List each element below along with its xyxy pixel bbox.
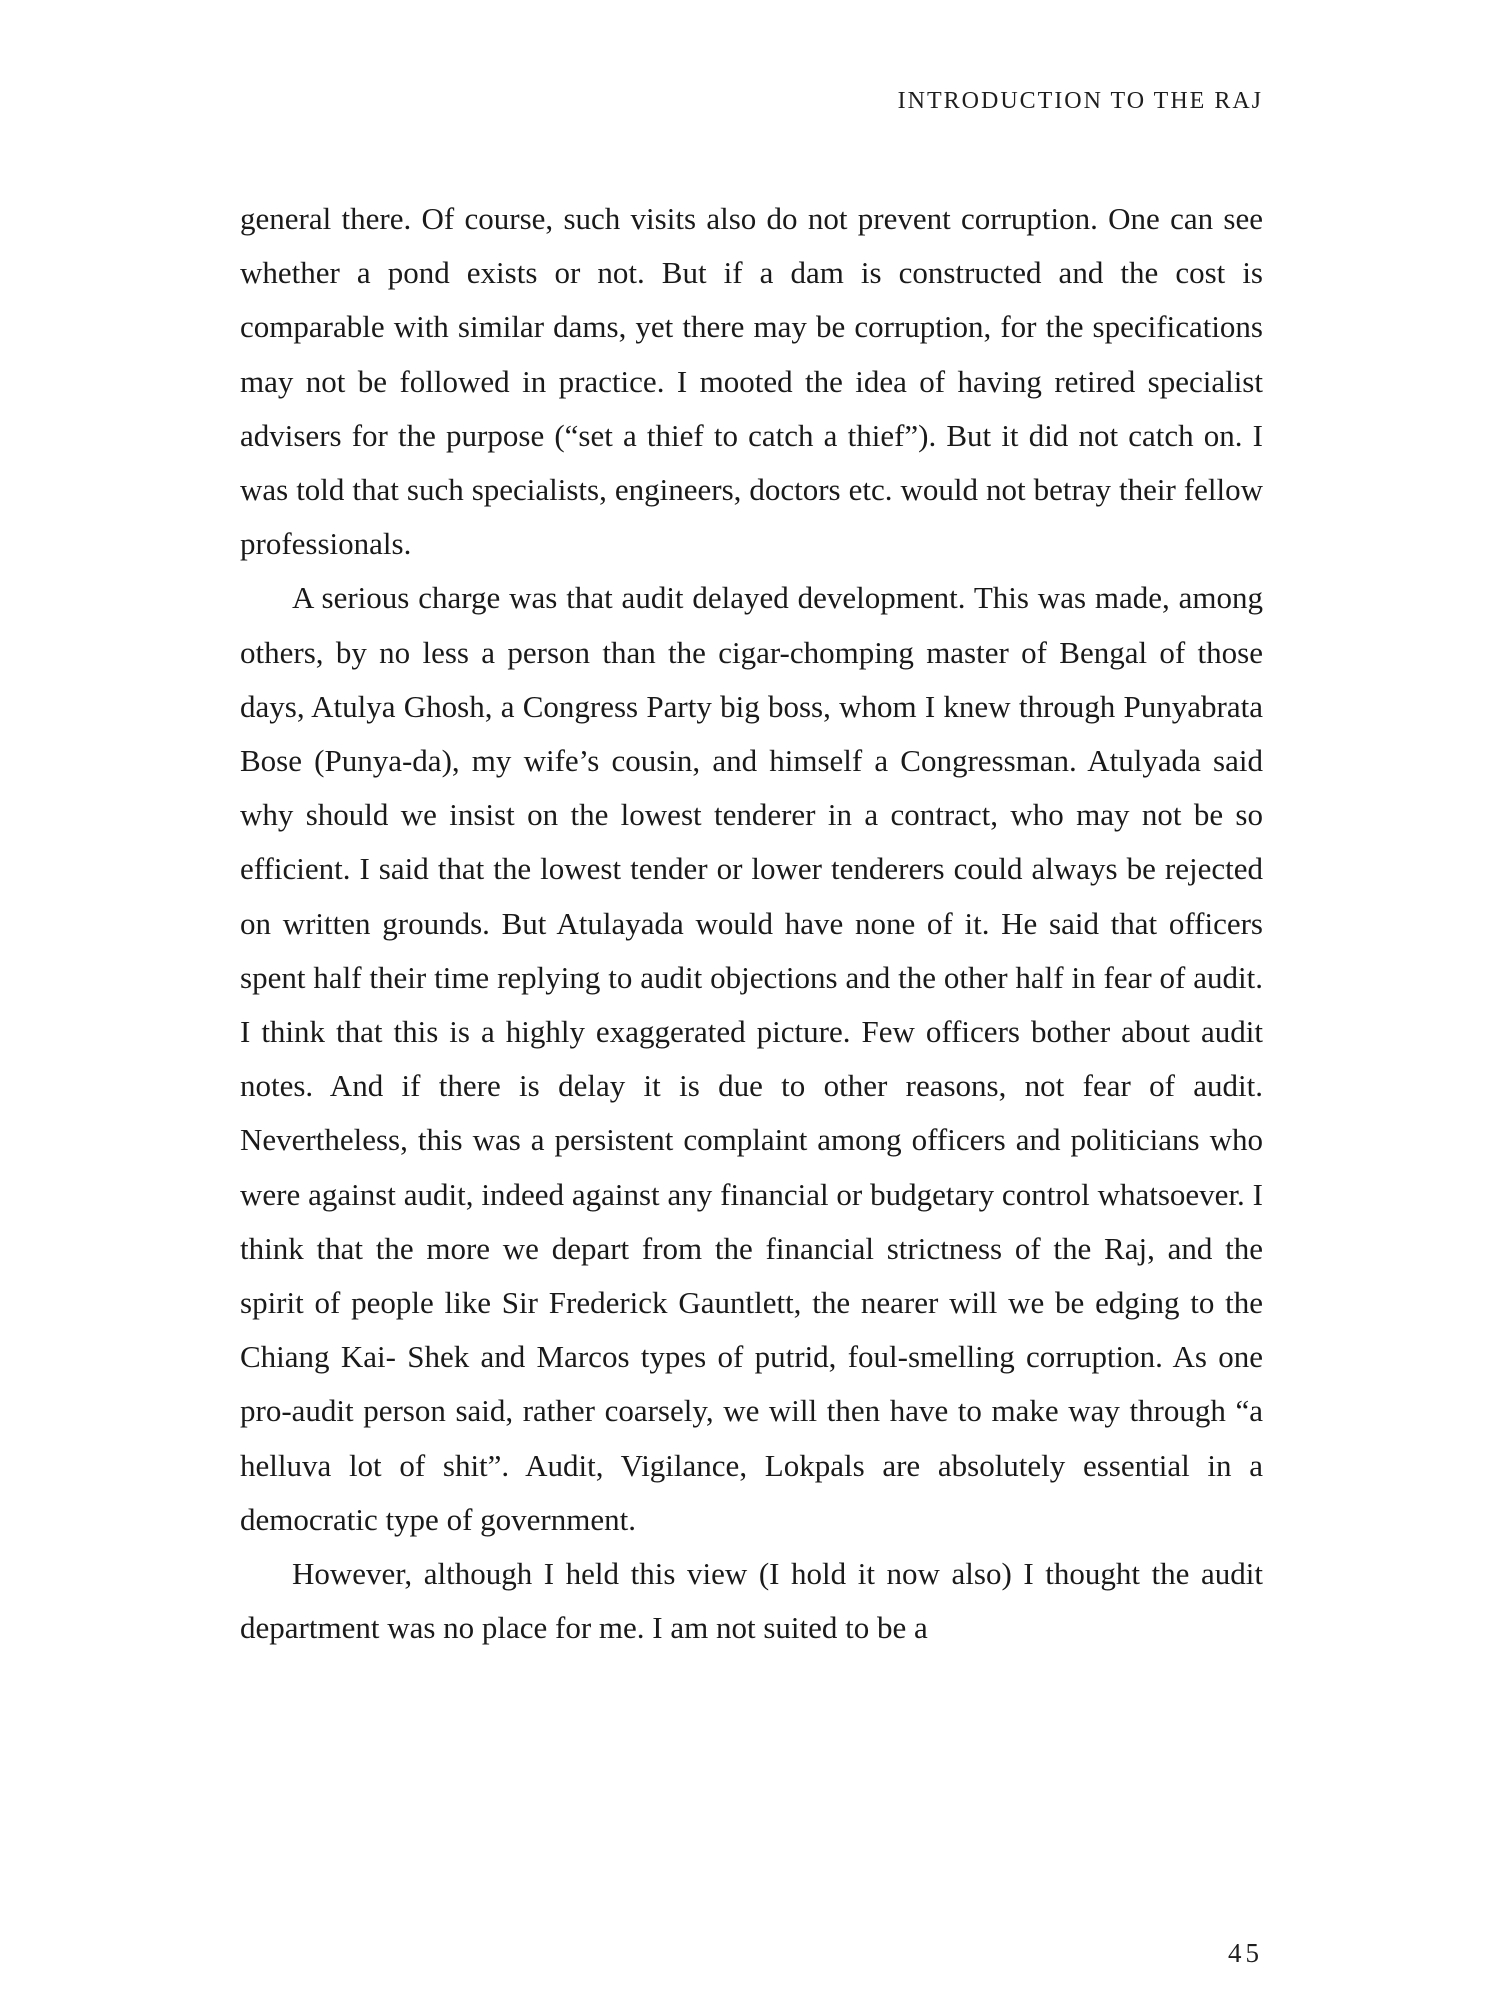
paragraph-audit-charge: A serious charge was that audit delayed development. This was made, among others, by no less a person than the cigar-chomping master of Bengal of those days, Atulya Ghosh, a Congress Party big boss, whom I knew through Punyabrata Bose (Punya-da), my wife’s cousin, and himself a Congressman. Atulyada said why should we insist on the lowest tenderer in a contract, who may not be so efficient. I said that the lowest tender or lower tenderers could always be rejected on written grounds. But Atulayada would have none of it. He said that officers spent half their time replying to audit objections and the other half in fear of audit. I think that this is a highly exaggerated picture. Few officers bother about audit notes. And if there is delay it is due to other reasons, not fear of audit. Nevertheless, this was a persistent complaint among officers and politicians who were against audit, indeed against any financial or budgetary control whatsoever. I think that the more we depart from the financial strictness of the Raj, and the spirit of people like Sir Frederick Gauntlett, the nearer will we be edging to the Chiang Kai- Shek and Marcos types of putrid, foul-smelling corruption. As one pro-audit person said, rather coarsely, we will then have to make way through “a helluva lot of shit”. Audit, Vigilance, Lokpals are absolutely essential in a democratic type of government.	[240, 580, 1263, 1537]
paragraph-audit-department: However, although I held this view (I hold it now also) I thought the audit department was no place for me. I am not suited to be a	[240, 1556, 1263, 1646]
page-number: 45	[1228, 1938, 1263, 1968]
running-head: INTRODUCTION TO THE RAJ	[897, 88, 1263, 114]
paragraph-continued: general there. Of course, such visits also do not prevent corruption. One can see whether a pond exists or not. But if a dam is constructed and the cost is comparable with similar dams, yet there may be corruption, for the specifications may not be followed in practice. I mooted the idea of having retired specialist advisers for the purpose (“set a thief to catch a thief”). But it did not catch on. I was told that such specialists, engineers, doctors etc. would not betray their fellow professionals.	[240, 201, 1263, 562]
body-text	[240, 192, 1263, 1655]
